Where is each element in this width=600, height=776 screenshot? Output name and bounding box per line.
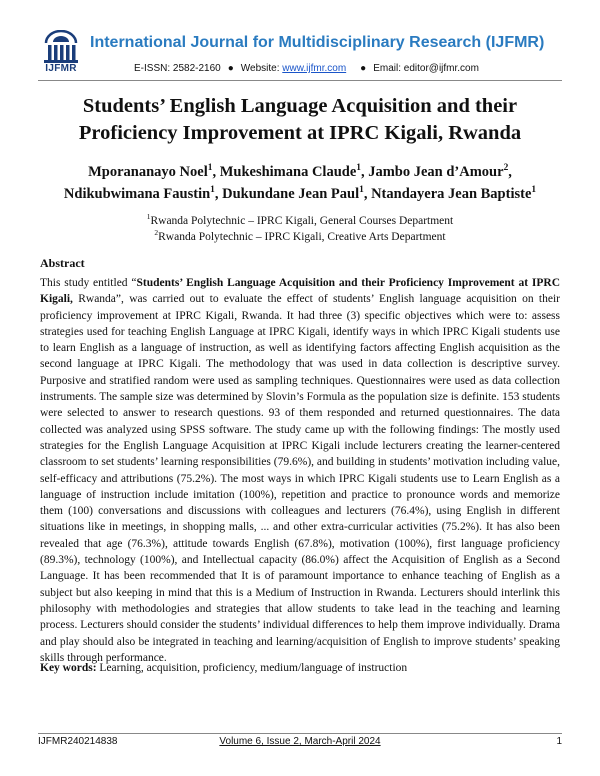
author-list bbox=[40, 161, 560, 205]
bullet-icon: ● bbox=[360, 63, 367, 74]
email: Email: editor@ijfmr.com bbox=[373, 63, 479, 74]
title-line-2: Proficiency Improvement at IPRC Kigali, Rwanda bbox=[78, 122, 522, 144]
abstract-heading: Abstract bbox=[40, 256, 85, 270]
footer-divider bbox=[38, 733, 562, 734]
author: Mukeshimana Claude$^1$, bbox=[219, 163, 369, 180]
affiliations bbox=[40, 213, 560, 245]
paper-id: IJFMR240214838 bbox=[38, 736, 118, 747]
page-number: 1 bbox=[556, 736, 562, 747]
author: Dukundane Jean Paul$^1$, bbox=[222, 185, 372, 202]
website-label: Website: bbox=[240, 63, 283, 74]
affiliation-2: $^2$Rwanda Polytechnic – IPRC Kigali, Creative Arts Department bbox=[154, 228, 446, 243]
abstract-text: This study entitled “Students’ English Language Acquisition and their Proficiency Improvement at IPRC Kigali, Rwanda”, was carried out to evaluate the effect of students’ English language acquisition on their proficiency improvement at IPRC Kigali, Rwanda. It had three (3) specific objectives which were to: assess strategies used for teaching English Language at IPRC Kigali, identify ways in which IPRC Kigali students use to learn English as a language of instruction, as well as identifying factors affecting English acquisition as the second language at IPRC Kigali. The methodology that was used in data collection is descriptive survey. Purposive and stratified random were used as sampling techniques. Questionnaires were used as data collection instruments. The sample size was determined by Slovin’s Formula as the population size is definite. 153 students were selected to answer to research questions. 93 of them responded and returned questionnaires. The data collected was analyzed using SPSS software. The study came up with the following findings: The mostly used strategies for the English Language Acquisition at IPRC Kigali include lecturers creating the learner-centered classroom to set students’ learning responsibilities (79.6%), and building in students’ motivation including value, self-efficacy and attributions (75.2%). The most ways in which IPRC Kigali students use to Learn English as a language of instruction include imitation (100%), repetition and practice to pronounce words and memorize them (100) conversations and discussions with colleagues and lecturers (76.4%), using English in different situations like in meetings, in shopping malls, ... and other extra-curricular activities (75.2%). It has also been revealed that age (76.3%), attitude towards English (67.8%), motivation (100%), first language proficiency (89.3%), technology (100%), and Intellectual capacity (86.0%) affect the Acquisition of English as a Second Language. It has been recommended that It is of paramount importance to enhance teaching of English as a subject but also keeping in mind that this is a Medium of Instruction in Rwanda. Lecturers should interlink this philosophy with methodologies and strategies that allow students to take lead in the teaching and learning process. Lecturers should consider the students’ individual differences to help them improve individually. Drama and play should also be integrated in teaching and learning/acquisition of English to improve students’ speaking skills through performance. bbox=[40, 277, 560, 664]
keywords-label: Key words: bbox=[40, 662, 97, 674]
paper-title bbox=[40, 93, 560, 147]
bullet-icon: ● bbox=[227, 63, 234, 74]
title-line-1: Students’ English Language Acquisition and their bbox=[82, 95, 518, 117]
keywords bbox=[40, 662, 560, 674]
header-divider bbox=[38, 80, 562, 81]
journal-info bbox=[134, 63, 479, 74]
pillars-logo-icon bbox=[38, 30, 84, 64]
journal-logo bbox=[38, 30, 84, 80]
author: Ndikubwimana Faustin$^1$, bbox=[63, 185, 223, 202]
website-link[interactable]: www.ijfmr.com bbox=[282, 63, 347, 74]
journal-header bbox=[0, 0, 600, 82]
page-footer bbox=[38, 736, 562, 750]
eissn: E-ISSN: 2582-2160 bbox=[134, 63, 221, 74]
keywords-list: Learning, acquisition, proficiency, medium/language of instruction bbox=[96, 662, 408, 674]
author: Jambo Jean d’Amour$^2$, bbox=[368, 163, 512, 180]
journal-title: International Journal for Multidisciplinary Research (IJFMR) bbox=[90, 34, 545, 51]
author: Mporananayo Noel$^1$, bbox=[88, 163, 220, 180]
author: Ntandayera Jean Baptiste$^1$ bbox=[371, 185, 537, 202]
issue-info: Volume 6, Issue 2, March-April 2024 bbox=[219, 736, 381, 747]
logo-text: IJFMR bbox=[45, 63, 77, 74]
affiliation-1: $^1$Rwanda Polytechnic – IPRC Kigali, General Courses Department bbox=[146, 212, 454, 227]
